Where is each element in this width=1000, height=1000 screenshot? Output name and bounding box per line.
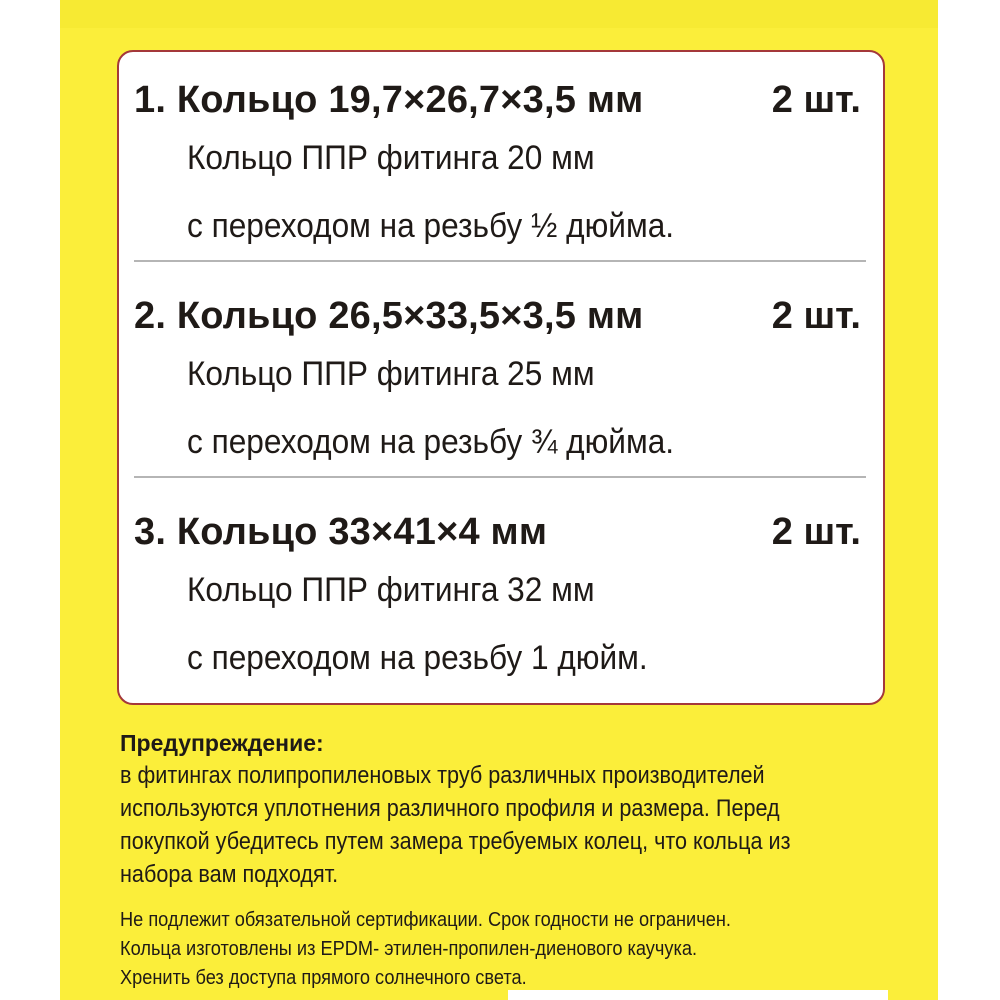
storage-note: Хренить без доступа прямого солнечного света.	[120, 967, 527, 989]
item-2-thread-info: с переходом на резьбу ¾ дюйма.	[187, 423, 675, 461]
certification-note: Не подлежит обязательной сертификации. Срок годности не ограничен.	[120, 909, 731, 931]
item-2-title: 2. Кольцо 26,5×33,5×3,5 мм	[134, 295, 644, 337]
item-3-thread-info: с переходом на резьбу 1 дюйм.	[187, 639, 648, 677]
divider-1	[134, 260, 866, 262]
material-note: Кольца изготовлены из EPDM- этилен-пропилен-диенового каучука.	[120, 938, 698, 960]
warning-title: Предупреждение:	[120, 730, 324, 756]
item-3-qty: 2 шт.	[771, 511, 861, 553]
item-3-title: 3. Кольцо 33×41×4 мм	[134, 511, 548, 553]
warning-line: в фитингах полипропиленовых труб различных производителей	[120, 762, 765, 789]
item-1-description: Кольцо ППР фитинга 20 мм	[187, 139, 595, 177]
item-3-description: Кольцо ППР фитинга 32 мм	[187, 571, 595, 609]
item-1-thread-info: с переходом на резьбу ½ дюйма.	[187, 207, 675, 245]
warning-line: набора вам подходят.	[120, 861, 339, 888]
items-box	[117, 50, 885, 705]
item-1-qty: 2 шт.	[771, 79, 861, 121]
notes-block	[120, 906, 920, 993]
top-stripe	[60, 0, 938, 28]
item-2-qty: 2 шт.	[771, 295, 861, 337]
bottom-white-strip	[508, 990, 888, 1000]
item-2-description: Кольцо ППР фитинга 25 мм	[187, 355, 595, 393]
warning-line: покупкой убедитесь путем замера требуемых колец, что кольца из	[120, 828, 791, 855]
warning-block	[120, 727, 920, 891]
warning-line: используются уплотнения различного профиля и размера. Перед	[120, 795, 780, 822]
item-1-title: 1. Кольцо 19,7×26,7×3,5 мм	[134, 79, 644, 121]
divider-2	[134, 476, 866, 478]
